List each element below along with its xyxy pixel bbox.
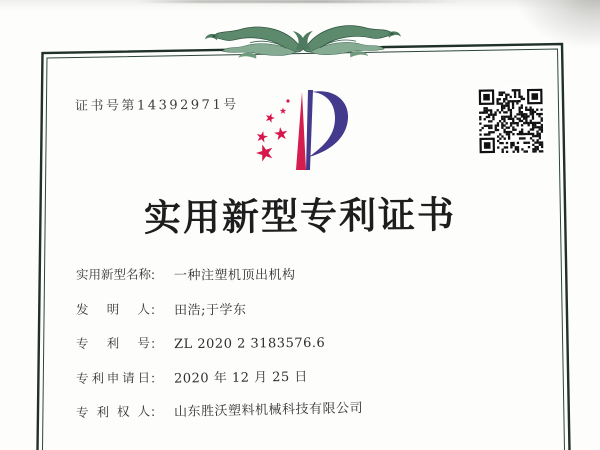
- field-separator: ：: [149, 302, 164, 318]
- field-row-patent-number: [75, 330, 546, 353]
- cnipa-patent-logo: [240, 85, 370, 175]
- qr-finder-top-left: [479, 89, 495, 105]
- logo-red-wedge: [296, 92, 306, 170]
- field-value: 山东胜沃塑料机械科技有限公司: [173, 400, 364, 420]
- field-separator: ：: [149, 337, 164, 353]
- qr-finder-top-right: [527, 89, 543, 105]
- field-row-application-date: [75, 362, 546, 387]
- logo-stars: [254, 99, 290, 162]
- field-separator: ：: [149, 405, 164, 421]
- qr-finder-bottom-left: [479, 138, 495, 154]
- certificate-number: 证书号第14392971号: [74, 97, 239, 114]
- qr-code: [477, 87, 546, 156]
- field-label: 专利申请日: [75, 369, 151, 386]
- logo-purple-stem: [306, 90, 313, 170]
- field-row-patentee: [75, 393, 546, 421]
- field-label: 发明人: [75, 300, 151, 317]
- certificate-title: 实用新型专利证书: [143, 192, 457, 240]
- field-value: ZL 2020 2 3183576.6: [173, 335, 326, 353]
- field-label: 专利号: [75, 335, 151, 351]
- field-value: 2020 年 12 月 25 日: [173, 369, 309, 387]
- field-separator: ：: [149, 268, 164, 284]
- field-row-utility-model-name: [75, 263, 546, 284]
- field-label: 专利权人: [75, 403, 151, 420]
- field-separator: ：: [149, 371, 164, 387]
- field-row-inventor: [75, 296, 546, 318]
- certificate-fields: [76, 265, 546, 438]
- dragon-flourish-ornament: [200, 13, 407, 68]
- field-label: 实用新型名称: [75, 266, 152, 282]
- field-value: 一种注塑机顶出机构: [173, 267, 296, 284]
- field-value: 田浩;于学东: [173, 302, 247, 318]
- logo-p-bowl: [309, 91, 348, 157]
